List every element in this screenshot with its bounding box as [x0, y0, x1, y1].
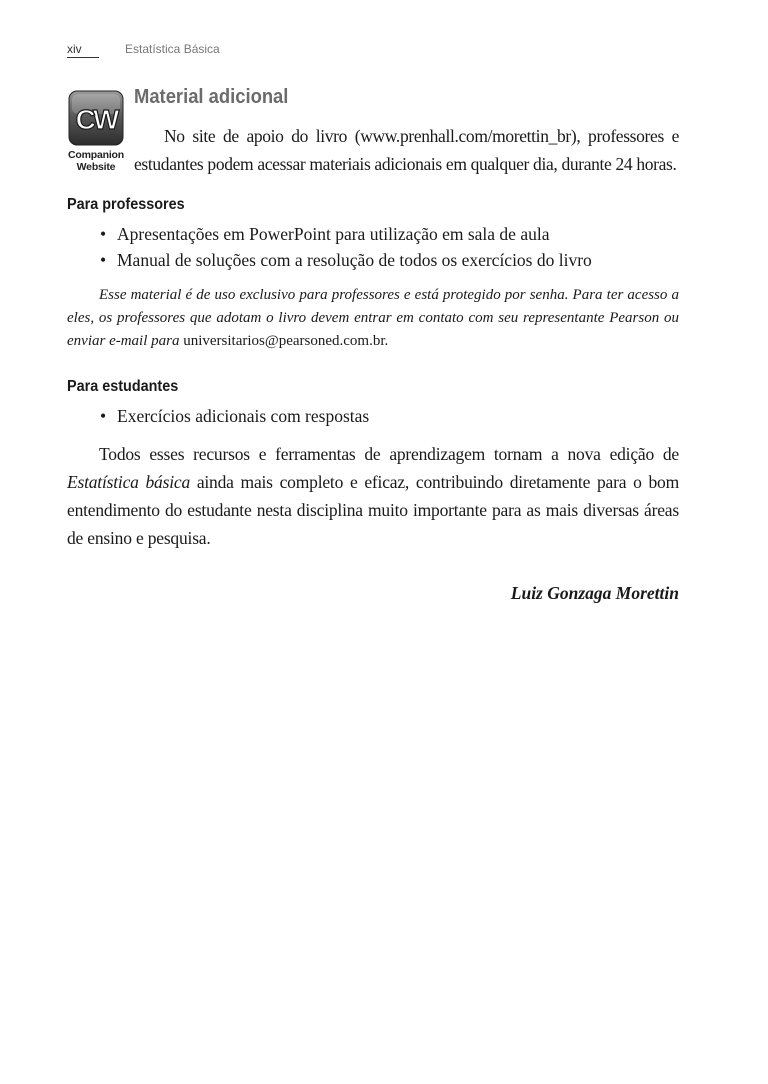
list-item: • Manual de soluções com a resolução de todos os exercícios do livro: [100, 247, 592, 273]
book-title: Estatística básica: [67, 472, 190, 492]
support-email: universitarios@pearsoned.com.br.: [183, 333, 389, 349]
companion-website-icon: [68, 90, 124, 146]
intro-paragraph: No site de apoio do livro (www.prenhall.com/morettin_br), professores e estudantes podem acessar materiais adicionais em qualquer dia, durante 24 horas.: [134, 126, 679, 174]
badge-caption-line2: Website: [76, 161, 116, 173]
page-number: xiv: [67, 42, 99, 58]
closing-paragraph: [67, 440, 679, 552]
professors-list: [100, 221, 592, 273]
companion-website-badge: [67, 90, 125, 173]
professors-note: [67, 284, 679, 353]
section-title: Material adicional: [134, 86, 289, 108]
list-item: • Apresentações em PowerPoint para utilização em sala de aula: [100, 221, 592, 247]
professors-note-italic: Esse material é de uso exclusivo para professores e está protegido por senha. Para ter acesso a eles, os professores que adotam o livro devem entrar em contato com seu representante Pearson ou enviar e-mail para: [67, 287, 679, 349]
closing-text-after: ainda mais completo e eficaz, contribuindo diretamente para o bom entendimento do estudante nesta disciplina muito importante para as mais diversas áreas de ensino e pesquisa.: [67, 472, 679, 548]
author-signature: Luiz Gonzaga Morettin: [510, 583, 679, 603]
students-list: [100, 403, 369, 429]
running-title: Estatística Básica: [125, 42, 220, 56]
professors-heading: Para professores: [67, 196, 185, 213]
cw-logo-text: CW: [75, 104, 117, 135]
closing-text-before: Todos esses recursos e ferramentas de aprendizagem tornam a nova edição de: [99, 444, 679, 464]
students-heading: Para estudantes: [67, 378, 179, 395]
badge-caption-line1: Companion: [68, 149, 124, 161]
badge-caption: [67, 149, 125, 173]
list-item: • Exercícios adicionais com respostas: [100, 403, 369, 429]
